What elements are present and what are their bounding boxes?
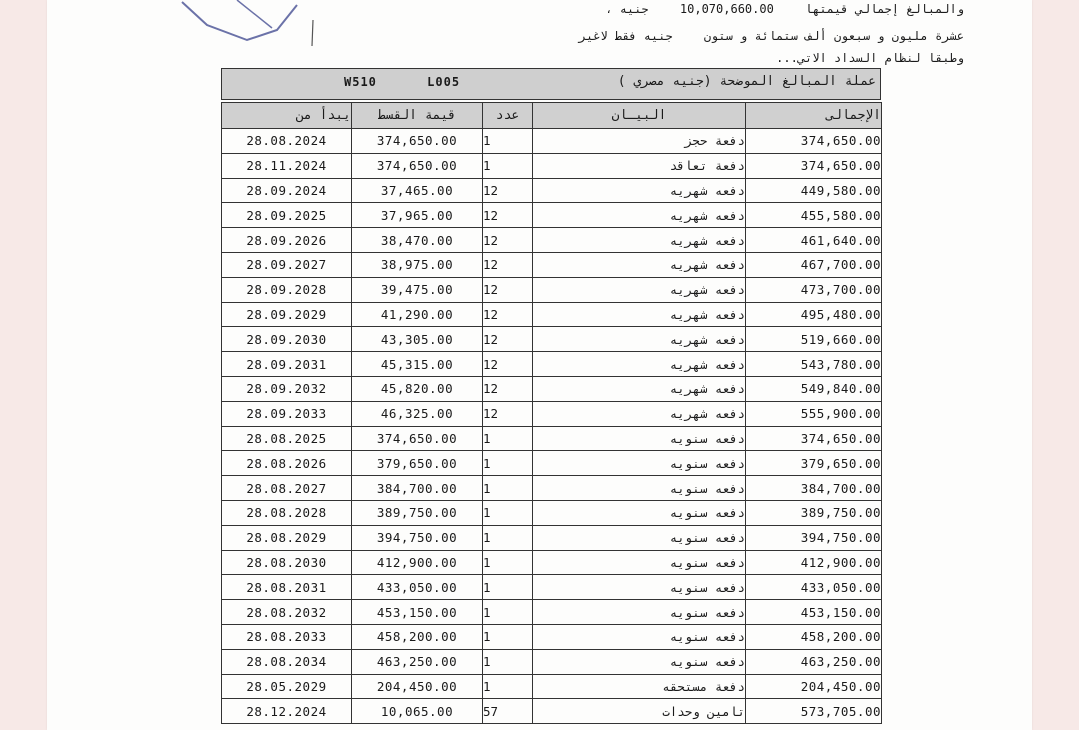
payment-system-line: وطبقا لنظام السداد الاتي... bbox=[776, 51, 964, 65]
unit-code-2: L005 bbox=[427, 75, 461, 89]
cell-installment: 38,470.00 bbox=[352, 228, 483, 253]
cell-date: 28.09.2029 bbox=[222, 302, 352, 327]
cell-installment: 45,315.00 bbox=[352, 352, 483, 377]
cell-count: 12 bbox=[483, 352, 533, 377]
cell-total: 543,780.00 bbox=[746, 352, 882, 377]
cell-description: دفعه سنويه bbox=[533, 600, 746, 625]
col-header-total: الإجمالى bbox=[746, 103, 882, 129]
table-row bbox=[222, 352, 882, 377]
total-amount-unit: جنيه ، bbox=[605, 2, 649, 16]
table-row bbox=[222, 525, 882, 550]
cell-date: 28.08.2027 bbox=[222, 476, 352, 501]
cell-total: 519,660.00 bbox=[746, 327, 882, 352]
amount-in-words: عشرة مليون و سبعون ألف ستمائة و ستون bbox=[703, 29, 964, 43]
col-header-count: عدد bbox=[483, 103, 533, 129]
total-amount-line bbox=[605, 2, 964, 16]
cell-date: 28.09.2030 bbox=[222, 327, 352, 352]
cell-date: 28.08.2025 bbox=[222, 426, 352, 451]
table-header-row bbox=[222, 103, 882, 129]
cell-count: 1 bbox=[483, 550, 533, 575]
cell-date: 28.08.2033 bbox=[222, 624, 352, 649]
table-row bbox=[222, 500, 882, 525]
cell-date: 28.08.2030 bbox=[222, 550, 352, 575]
table-row bbox=[222, 401, 882, 426]
cell-installment: 41,290.00 bbox=[352, 302, 483, 327]
cell-count: 12 bbox=[483, 327, 533, 352]
cell-installment: 458,200.00 bbox=[352, 624, 483, 649]
table-row bbox=[222, 426, 882, 451]
cell-installment: 389,750.00 bbox=[352, 500, 483, 525]
cell-count: 1 bbox=[483, 476, 533, 501]
cell-count: 12 bbox=[483, 178, 533, 203]
cell-description: دفعة مستحقه bbox=[533, 674, 746, 699]
amount-in-words-line bbox=[579, 29, 964, 43]
cell-total: 394,750.00 bbox=[746, 525, 882, 550]
table-row bbox=[222, 649, 882, 674]
cell-date: 28.09.2024 bbox=[222, 178, 352, 203]
col-header-installment: قيمة القسط bbox=[352, 103, 483, 129]
cell-total: 389,750.00 bbox=[746, 500, 882, 525]
cell-count: 12 bbox=[483, 376, 533, 401]
cell-date: 28.08.2034 bbox=[222, 649, 352, 674]
col-header-description: البيـان bbox=[533, 103, 746, 129]
table-row bbox=[222, 129, 882, 154]
table-row bbox=[222, 674, 882, 699]
cell-total: 555,900.00 bbox=[746, 401, 882, 426]
col-header-date: يبدأ من bbox=[222, 103, 352, 129]
stamp-mark bbox=[177, 0, 337, 50]
currency-bar bbox=[221, 68, 881, 100]
table-row bbox=[222, 376, 882, 401]
cell-description: دفعه شهريه bbox=[533, 376, 746, 401]
cell-description: تامين وحدات bbox=[533, 699, 746, 724]
currency-label: عملة المبالغ الموضحة (جنيه مصري ) bbox=[617, 74, 876, 89]
cell-count: 1 bbox=[483, 129, 533, 154]
table-row bbox=[222, 624, 882, 649]
cell-total: 467,700.00 bbox=[746, 252, 882, 277]
cell-installment: 384,700.00 bbox=[352, 476, 483, 501]
table-row bbox=[222, 600, 882, 625]
cell-description: دفعه شهريه bbox=[533, 327, 746, 352]
cell-total: 455,580.00 bbox=[746, 203, 882, 228]
cell-count: 1 bbox=[483, 600, 533, 625]
cell-count: 1 bbox=[483, 674, 533, 699]
cell-date: 28.11.2024 bbox=[222, 153, 352, 178]
cell-installment: 37,465.00 bbox=[352, 178, 483, 203]
cell-installment: 433,050.00 bbox=[352, 575, 483, 600]
cell-date: 28.08.2031 bbox=[222, 575, 352, 600]
cell-count: 1 bbox=[483, 525, 533, 550]
cell-total: 495,480.00 bbox=[746, 302, 882, 327]
cell-date: 28.08.2024 bbox=[222, 129, 352, 154]
table-row bbox=[222, 302, 882, 327]
cell-total: 573,705.00 bbox=[746, 699, 882, 724]
cell-date: 28.09.2027 bbox=[222, 252, 352, 277]
table-row bbox=[222, 277, 882, 302]
cell-total: 374,650.00 bbox=[746, 153, 882, 178]
cell-description: دفعه سنويه bbox=[533, 451, 746, 476]
cell-total: 461,640.00 bbox=[746, 228, 882, 253]
cell-installment: 45,820.00 bbox=[352, 376, 483, 401]
cell-description: دفعة تعاقد bbox=[533, 153, 746, 178]
cell-installment: 374,650.00 bbox=[352, 153, 483, 178]
table-row bbox=[222, 252, 882, 277]
table-row bbox=[222, 451, 882, 476]
cell-installment: 204,450.00 bbox=[352, 674, 483, 699]
cell-description: دفعه سنويه bbox=[533, 525, 746, 550]
cell-total: 449,580.00 bbox=[746, 178, 882, 203]
cell-count: 1 bbox=[483, 426, 533, 451]
amount-in-words-suffix: جنيه فقط لاغير bbox=[578, 29, 673, 43]
cell-description: دفعه سنويه bbox=[533, 575, 746, 600]
cell-description: دفعه شهريه bbox=[533, 203, 746, 228]
cell-count: 1 bbox=[483, 624, 533, 649]
cell-date: 28.12.2024 bbox=[222, 699, 352, 724]
cell-total: 374,650.00 bbox=[746, 129, 882, 154]
cell-installment: 379,650.00 bbox=[352, 451, 483, 476]
cell-count: 1 bbox=[483, 649, 533, 674]
cell-count: 1 bbox=[483, 153, 533, 178]
cell-count: 57 bbox=[483, 699, 533, 724]
cell-total: 433,050.00 bbox=[746, 575, 882, 600]
cell-total: 473,700.00 bbox=[746, 277, 882, 302]
unit-codes bbox=[344, 75, 502, 89]
cell-total: 412,900.00 bbox=[746, 550, 882, 575]
cell-installment: 39,475.00 bbox=[352, 277, 483, 302]
cell-date: 28.08.2029 bbox=[222, 525, 352, 550]
cell-total: 374,650.00 bbox=[746, 426, 882, 451]
cell-date: 28.09.2033 bbox=[222, 401, 352, 426]
cell-count: 12 bbox=[483, 203, 533, 228]
cell-description: دفعه سنويه bbox=[533, 476, 746, 501]
total-amount-label: والمبالغ إجمالي قيمتها bbox=[805, 2, 964, 16]
cell-count: 12 bbox=[483, 277, 533, 302]
cell-date: 28.09.2025 bbox=[222, 203, 352, 228]
cell-installment: 46,325.00 bbox=[352, 401, 483, 426]
cell-description: دفعه سنويه bbox=[533, 550, 746, 575]
cell-total: 204,450.00 bbox=[746, 674, 882, 699]
cell-installment: 37,965.00 bbox=[352, 203, 483, 228]
table-row bbox=[222, 178, 882, 203]
cell-date: 28.09.2026 bbox=[222, 228, 352, 253]
cell-installment: 38,975.00 bbox=[352, 252, 483, 277]
cell-date: 28.08.2028 bbox=[222, 500, 352, 525]
cell-total: 458,200.00 bbox=[746, 624, 882, 649]
cell-date: 28.08.2032 bbox=[222, 600, 352, 625]
cell-description: دفعة حجز bbox=[533, 129, 746, 154]
cell-count: 12 bbox=[483, 302, 533, 327]
table-row bbox=[222, 228, 882, 253]
table-row bbox=[222, 550, 882, 575]
cell-total: 463,250.00 bbox=[746, 649, 882, 674]
cell-total: 379,650.00 bbox=[746, 451, 882, 476]
cell-total: 549,840.00 bbox=[746, 376, 882, 401]
cell-description: دفعه شهريه bbox=[533, 252, 746, 277]
cell-installment: 374,650.00 bbox=[352, 426, 483, 451]
cell-description: دفعه شهريه bbox=[533, 178, 746, 203]
cell-count: 12 bbox=[483, 252, 533, 277]
table-row bbox=[222, 153, 882, 178]
table-row bbox=[222, 699, 882, 724]
cell-description: دفعه سنويه bbox=[533, 426, 746, 451]
cell-count: 12 bbox=[483, 401, 533, 426]
cell-count: 1 bbox=[483, 451, 533, 476]
cell-date: 28.08.2026 bbox=[222, 451, 352, 476]
cell-installment: 374,650.00 bbox=[352, 129, 483, 154]
cell-description: دفعه سنويه bbox=[533, 500, 746, 525]
table-row bbox=[222, 476, 882, 501]
cell-installment: 394,750.00 bbox=[352, 525, 483, 550]
cell-installment: 10,065.00 bbox=[352, 699, 483, 724]
cell-date: 28.09.2031 bbox=[222, 352, 352, 377]
cell-count: 1 bbox=[483, 575, 533, 600]
cell-date: 28.09.2028 bbox=[222, 277, 352, 302]
cell-description: دفعه شهريه bbox=[533, 302, 746, 327]
cell-description: دفعه شهريه bbox=[533, 228, 746, 253]
payment-schedule-table bbox=[221, 102, 882, 724]
cell-description: دفعه شهريه bbox=[533, 352, 746, 377]
cell-total: 384,700.00 bbox=[746, 476, 882, 501]
cell-date: 28.09.2032 bbox=[222, 376, 352, 401]
cell-count: 12 bbox=[483, 228, 533, 253]
table-row bbox=[222, 327, 882, 352]
cell-installment: 412,900.00 bbox=[352, 550, 483, 575]
cell-date: 28.05.2029 bbox=[222, 674, 352, 699]
table-row bbox=[222, 575, 882, 600]
cell-installment: 463,250.00 bbox=[352, 649, 483, 674]
table-row bbox=[222, 203, 882, 228]
cell-description: دفعه سنويه bbox=[533, 624, 746, 649]
cell-count: 1 bbox=[483, 500, 533, 525]
total-amount-value: 10,070,660.00 bbox=[679, 2, 774, 16]
unit-code-1: W510 bbox=[344, 75, 377, 89]
cell-description: دفعه سنويه bbox=[533, 649, 746, 674]
cell-installment: 43,305.00 bbox=[352, 327, 483, 352]
cell-description: دفعه شهريه bbox=[533, 401, 746, 426]
cell-total: 453,150.00 bbox=[746, 600, 882, 625]
cell-installment: 453,150.00 bbox=[352, 600, 483, 625]
cell-description: دفعه شهريه bbox=[533, 277, 746, 302]
